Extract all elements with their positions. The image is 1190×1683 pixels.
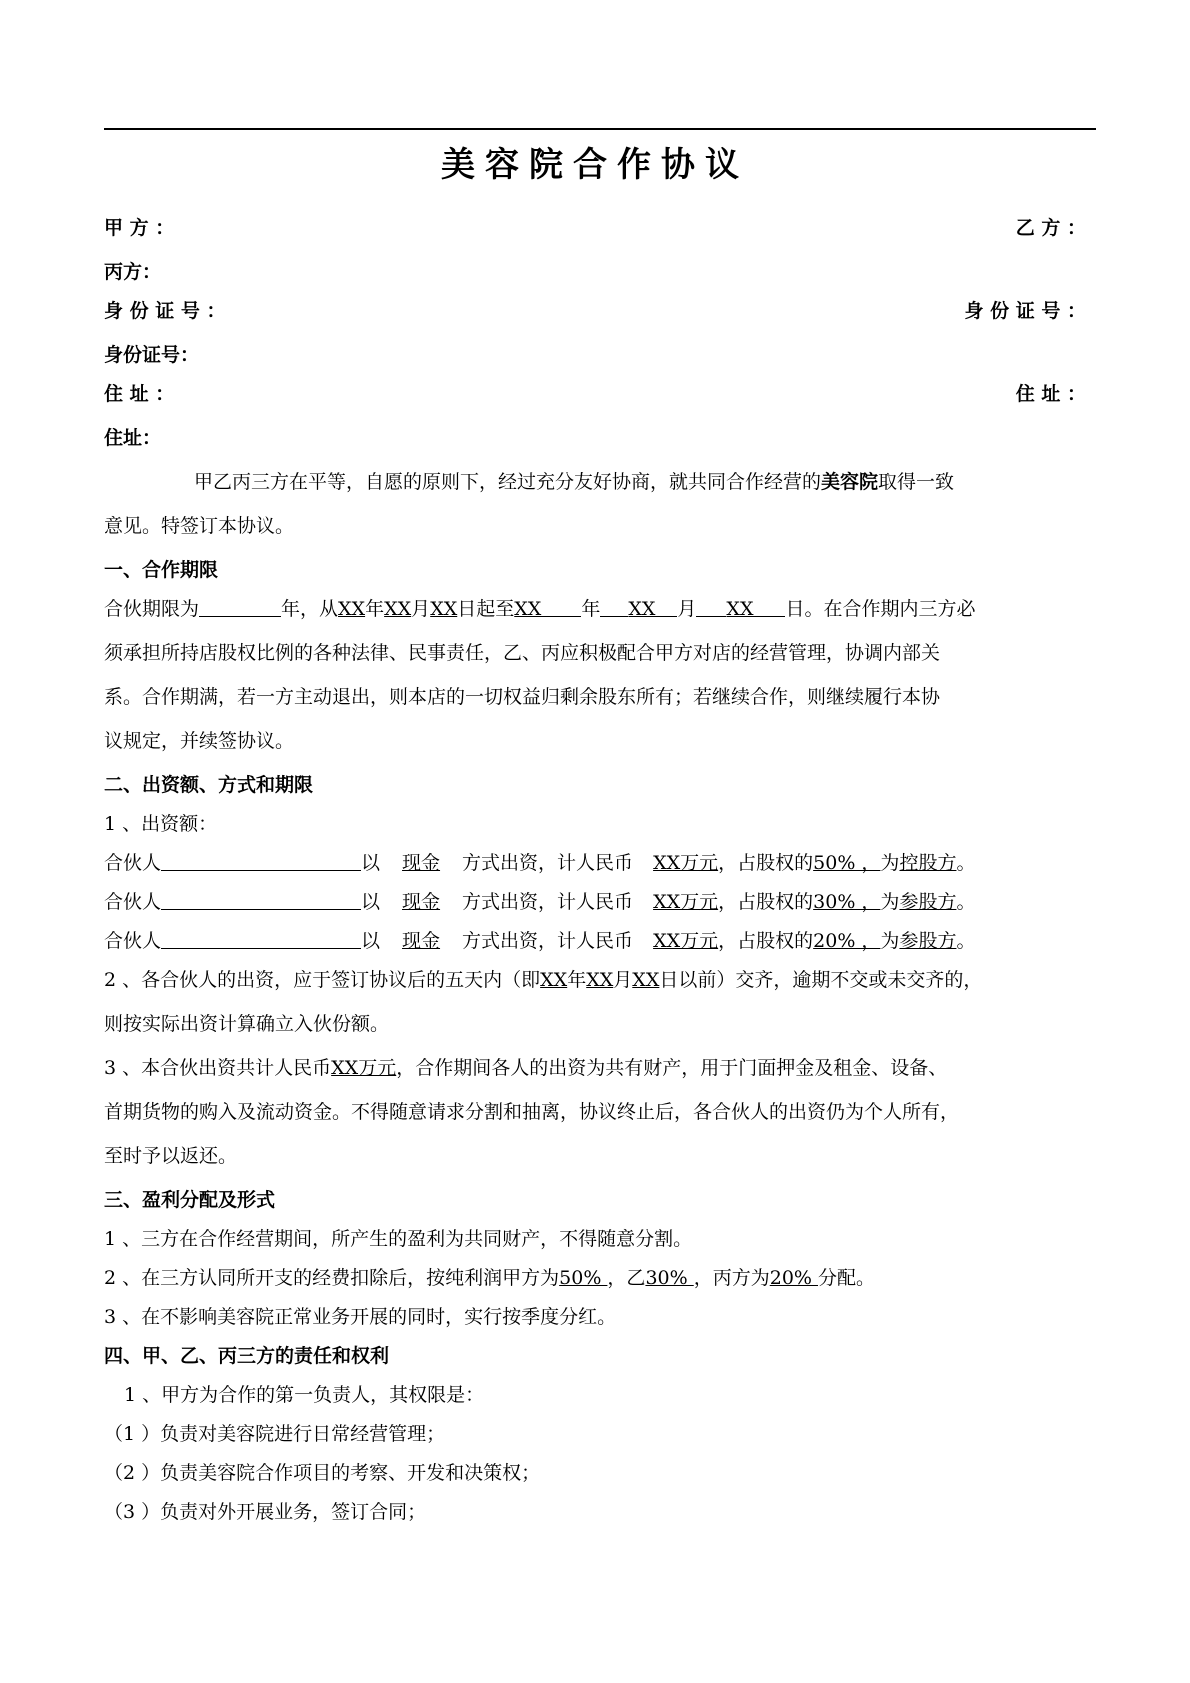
header-rule (104, 128, 1096, 130)
sec2-item-3-line-3: 至时予以返还。 (104, 1145, 238, 1167)
sec3-item-3: 3 、在不影响美容院正常业务开展的同时，实行按季度分红。 (104, 1306, 617, 1328)
sec4-sub-2: （2 ）负责美容院合作项目的考察、开发和决策权； (104, 1462, 541, 1484)
section-1-heading: 一、合作期限 (104, 559, 219, 581)
partner-row: 合伙人 以 现金 方式出资，计人民币 XX万元，占股权的20% ，为参股方。 (104, 930, 976, 952)
partner-name-blank[interactable] (161, 889, 361, 910)
id-left-label: 身 份 证 号 ： (104, 300, 226, 322)
intro-line-1: 甲乙丙三方在平等，自愿的原则下，经过充分友好协商，就共同合作经营的美容院取得一致 (194, 471, 955, 493)
sec4-sub-3: （3 ）负责对外开展业务，签订合同； (104, 1501, 427, 1523)
section-3-heading: 三、盈利分配及形式 (104, 1189, 276, 1211)
sec2-item-2: 2 、各合伙人的出资，应于签订协议后的五天内（即XX年XX月XX日以前）交齐，逾期不交或未交齐的， (104, 969, 983, 991)
intro-bold-term: 美容院 (821, 471, 879, 493)
sec3-item-1: 1 、三方在合作经营期间，所产生的盈利为共同财产，不得随意分割。 (104, 1228, 693, 1250)
sec4-item-1: 1 、甲方为合作的第一负责人，其权限是： (124, 1384, 485, 1406)
sec4-sub-1: （1 ）负责对美容院进行日常经营管理； (104, 1423, 446, 1445)
section-4-heading: 四、甲、乙、丙三方的责任和权利 (104, 1345, 390, 1367)
sec3-item-2: 2 、在三方认同所开支的经费扣除后，按纯利润甲方为50% ，乙30% ，丙方为20% 分配。 (104, 1267, 876, 1289)
intro-line-2: 意见。特签订本协议。 (104, 515, 295, 537)
sec1-line-3: 系。合作期满，若一方主动退出，则本店的一切权益归剩余股东所有；若继续合作，则继续履行本协 (104, 686, 941, 708)
sec2-item-3-line-2: 首期货物的购入及流动资金。不得随意请求分割和抽离，协议终止后，各合伙人的出资仍为个人所有， (104, 1101, 960, 1123)
sec2-item-3: 3 、本合伙出资共计人民币XX万元，合作期间各人的出资为共有财产，用于门面押金及租金、设备、 (104, 1057, 948, 1079)
id-right-label: 身 份 证 号 ： (964, 300, 1086, 322)
term-years-blank[interactable] (199, 596, 281, 617)
address-third-label: 住址： (104, 427, 162, 449)
partner-row: 合伙人 以 现金 方式出资，计人民币 XX万元，占股权的30% ，为参股方。 (104, 891, 976, 913)
sec2-item-1: 1 、出资额： (104, 813, 218, 835)
address-left-label: 住 址 ： (104, 383, 175, 405)
partner-name-blank[interactable] (161, 928, 361, 949)
sec2-item-2-line-2: 则按实际出资计算确立入伙份额。 (104, 1013, 390, 1035)
partner-row: 合伙人 以 现金 方式出资，计人民币 XX万元，占股权的50% ，为控股方。 (104, 852, 976, 874)
section-2-heading: 二、出资额、方式和期限 (104, 774, 314, 796)
partner-name-blank[interactable] (161, 850, 361, 871)
page-title: 美容院合作协议 (441, 145, 749, 185)
sec1-line-4: 议规定，并续签协议。 (104, 730, 295, 752)
party-a-label: 甲 方 ： (104, 217, 175, 239)
party-c-label: 丙方： (104, 261, 162, 283)
party-b-label: 乙 方 ： (1015, 217, 1086, 239)
sec1-line-2: 须承担所持店股权比例的各种法律、民事责任，乙、丙应积极配合甲方对店的经营管理，协调内部关 (104, 642, 941, 664)
address-right-label: 住 址 ： (1015, 383, 1086, 405)
sec1-line-1: 合伙期限为 年，从XX年XX月XX日起至XX 年 XX 月 XX 日。在合作期内三方必 (104, 598, 976, 620)
id-third-label: 身份证号： (104, 344, 200, 366)
